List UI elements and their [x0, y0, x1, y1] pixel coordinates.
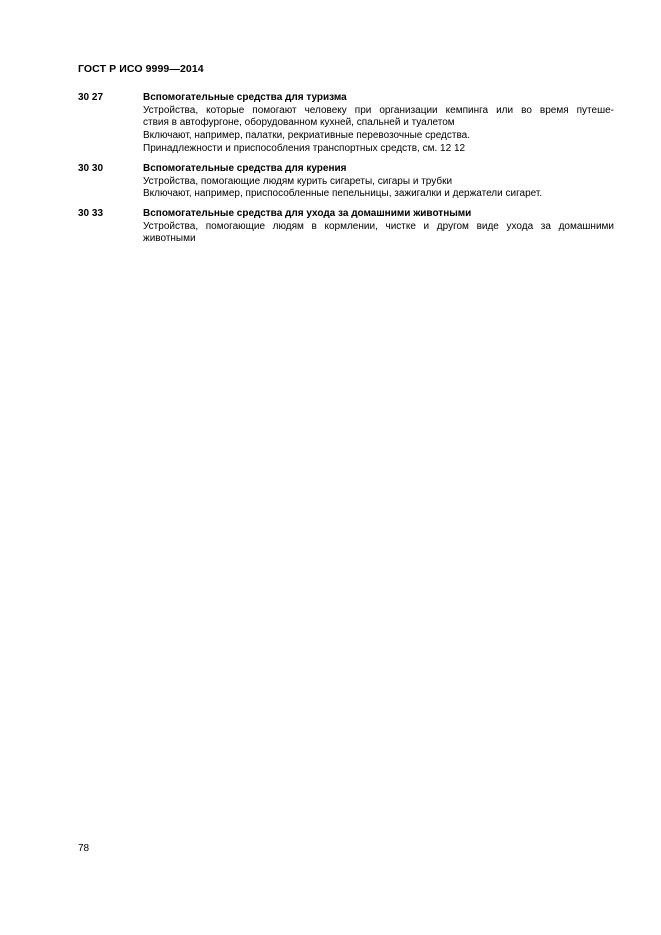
- entry-code: 30 33: [78, 208, 104, 219]
- entry-text-line: Устройства, помогающие людям курить сигареты, сигары и трубки: [143, 175, 453, 187]
- entry-body: [143, 163, 614, 201]
- entry-text-line: Устройства, помогающие людям в кормлении, чистке и другом виде ухода за домашними: [143, 220, 614, 232]
- entry-text-line: Устройства, которые помогают человеку при организации кемпинга или во время путеше-: [143, 104, 614, 116]
- entry-title: Вспомогательные средства для курения: [143, 163, 347, 174]
- entry-body: [143, 208, 614, 246]
- entry-text-line: Включают, например, палатки, рекриативные перевозочные средства.: [143, 130, 471, 142]
- entry-text-line: ствия в автофургоне, оборудованном кухней, спальней и туалетом: [143, 117, 455, 129]
- entry-title: Вспомогательные средства для туризма: [143, 92, 347, 103]
- document-header: ГОСТ Р ИСО 9999—2014: [78, 63, 204, 75]
- entry-body: [143, 92, 614, 156]
- entry-title: Вспомогательные средства для ухода за домашними животными: [143, 208, 472, 219]
- entry-text-line: Включают, например, приспособленные пепельницы, зажигалки и держатели сигарет.: [143, 188, 543, 200]
- entry-code: 30 30: [78, 163, 104, 174]
- entry-text-line: животными: [143, 233, 196, 245]
- entry-code: 30 27: [78, 92, 104, 103]
- page-number: 78: [78, 843, 90, 854]
- entry-text-line: Принадлежности и приспособления транспортных средств, см. 12 12: [143, 142, 466, 154]
